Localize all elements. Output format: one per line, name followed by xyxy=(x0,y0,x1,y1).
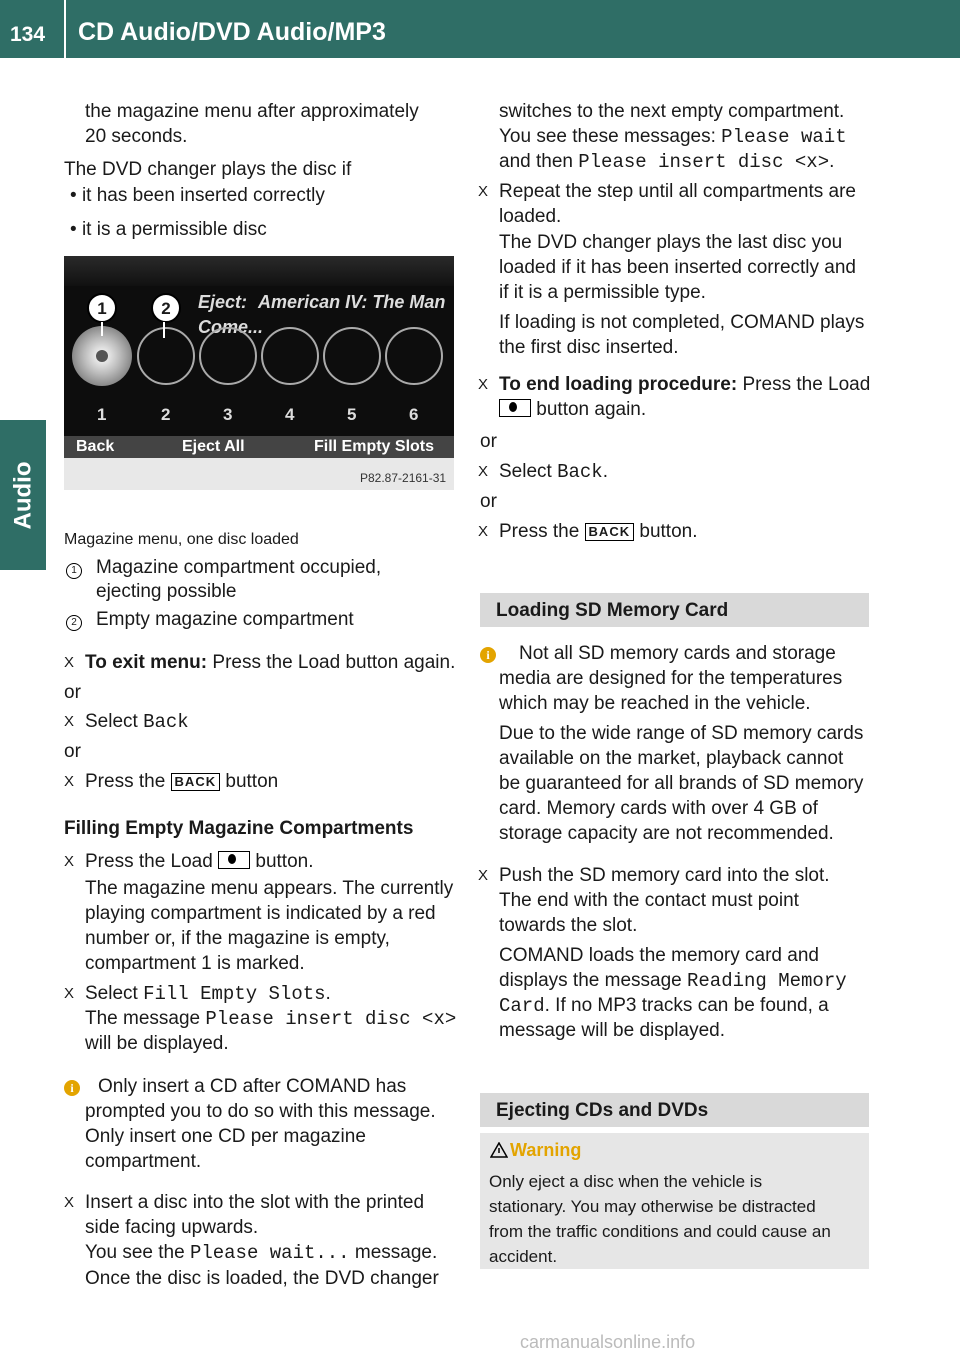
paragraph: loaded if it has been inserted correctly and xyxy=(499,257,856,278)
empty-slot-icon xyxy=(324,328,380,384)
paragraph: towards the slot. xyxy=(499,915,638,936)
section-header: Loading SD Memory Card xyxy=(480,593,869,627)
paragraph: The end with the contact must point xyxy=(499,890,799,911)
note-text: which may be reached in the vehicle. xyxy=(499,693,811,714)
note-text: available on the market, playback cannot xyxy=(499,748,844,769)
or-text: or xyxy=(64,741,81,762)
disc-title: American IV: The Man Come... xyxy=(198,292,446,337)
step: X Repeat the step until all compartments are xyxy=(478,181,856,202)
note-text: Not all SD memory cards and storage xyxy=(519,643,836,664)
figure-code: P82.87-2161-31 xyxy=(360,471,447,485)
back-key-icon: BACK xyxy=(585,523,635,541)
warning-text: accident. xyxy=(489,1247,558,1266)
warning-text: Only eject a disc when the vehicle is xyxy=(489,1172,763,1191)
paragraph: button again. xyxy=(499,397,646,422)
back-key-icon: BACK xyxy=(171,773,221,791)
note-text: Due to the wide range of SD memory cards xyxy=(499,723,864,744)
legend-text: ejecting possible xyxy=(96,581,237,602)
note-text: storage capacity are not recommended. xyxy=(499,823,834,844)
slot-number: 3 xyxy=(223,405,233,424)
paragraph: playing compartment is indicated by a red xyxy=(85,903,436,924)
legend-item: 2 xyxy=(66,607,82,632)
step: X Press the Load button. xyxy=(64,851,314,872)
paragraph: message will be displayed. xyxy=(499,1020,726,1041)
footer-watermark: carmanualsonline.info xyxy=(520,1332,696,1352)
step: X Push the SD memory card into the slot. xyxy=(478,865,830,886)
warning-triangle-icon xyxy=(490,1142,508,1158)
empty-slot-icon xyxy=(262,328,318,384)
paragraph: compartment 1 is marked. xyxy=(85,953,305,974)
note-text: compartment. xyxy=(85,1151,202,1172)
empty-slot-icon xyxy=(200,328,256,384)
step: X Press the BACK button xyxy=(64,771,279,792)
empty-slot-icon xyxy=(386,328,442,384)
paragraph: Card. If no MP3 tracks can be found, a xyxy=(499,995,829,1017)
page-title: CD Audio/DVD Audio/MP3 xyxy=(78,18,386,46)
paragraph: COMAND loads the memory card and xyxy=(499,945,819,966)
or-text: or xyxy=(480,431,497,452)
callout-number: 1 xyxy=(97,299,107,318)
note-text: prompted you to do so with this message. xyxy=(85,1101,436,1122)
paragraph: If loading is not completed, COMAND plays xyxy=(499,312,865,333)
side-tab-label: Audio xyxy=(9,461,37,529)
legend-text: Magazine compartment occupied, xyxy=(96,557,382,578)
paragraph: the magazine menu after approximately xyxy=(85,101,419,122)
paragraph: number or, if the magazine is empty, xyxy=(85,928,390,949)
info-icon: i xyxy=(480,647,496,663)
legend-item: 1 xyxy=(66,555,82,580)
eject-all-button[interactable]: Eject All xyxy=(182,438,245,455)
bullet-item: • it has been inserted correctly xyxy=(70,185,325,206)
paragraph: side facing upwards. xyxy=(85,1217,259,1238)
step: X Select Back xyxy=(64,711,189,733)
warning-text: stationary. You may otherwise be distracted xyxy=(489,1197,816,1216)
paragraph: Once the disc is loaded, the DVD changer xyxy=(85,1268,439,1289)
back-button[interactable]: Back xyxy=(76,438,115,455)
paragraph: and then Please insert disc <x>. xyxy=(499,151,835,173)
paragraph: displays the message Reading Memory xyxy=(499,970,847,992)
slot-number: 2 xyxy=(161,405,171,424)
warning-title: Warning xyxy=(510,1140,582,1160)
paragraph: The DVD changer plays the last disc you xyxy=(499,232,843,253)
step: X Select Back. xyxy=(478,461,608,483)
section-header: Ejecting CDs and DVDs xyxy=(480,1093,869,1127)
step: X Select Fill Empty Slots. xyxy=(64,983,331,1005)
header-divider xyxy=(64,0,66,58)
note-text: media are designed for the temperatures xyxy=(499,668,843,689)
note-text: card. Memory cards with over 4 GB of xyxy=(499,798,818,819)
paragraph: loaded. xyxy=(499,206,562,227)
empty-slot-icon xyxy=(138,328,194,384)
step: X Press the BACK button. xyxy=(478,521,698,542)
warning-text: from the traffic conditions and could cause an xyxy=(489,1222,831,1241)
note-text: Only insert one CD per magazine xyxy=(85,1126,366,1147)
paragraph: The message Please insert disc <x> xyxy=(85,1008,457,1030)
eject-label: Eject: xyxy=(198,292,248,312)
section-heading: Filling Empty Magazine Compartments xyxy=(64,818,414,839)
info-icon: i xyxy=(64,1080,80,1096)
note-text: be guaranteed for all brands of SD memory xyxy=(499,773,864,794)
paragraph: The magazine menu appears. The currently xyxy=(85,878,454,899)
paragraph: if it is a permissible type. xyxy=(499,282,706,303)
paragraph: You see the Please wait... message. xyxy=(85,1242,438,1264)
magazine-menu-screenshot xyxy=(64,256,454,490)
warning-box xyxy=(480,1133,869,1269)
step: X To end loading procedure: Press the Load xyxy=(478,374,871,395)
slot-number: 5 xyxy=(347,405,357,424)
figure-caption: Magazine menu, one disc loaded xyxy=(64,531,299,548)
paragraph: You see these messages: Please wait xyxy=(499,126,847,148)
paragraph: switches to the next empty compartment. xyxy=(499,101,845,122)
page-number: 134 xyxy=(10,23,46,46)
load-key-icon xyxy=(218,851,250,869)
slot-number: 1 xyxy=(97,405,107,424)
step: X To exit menu: Press the Load button again. xyxy=(64,652,456,673)
slot-number: 4 xyxy=(285,405,295,424)
paragraph: 20 seconds. xyxy=(85,126,188,147)
slot-number: 6 xyxy=(409,405,419,424)
paragraph: the first disc inserted. xyxy=(499,337,679,358)
bullet-item: • it is a permissible disc xyxy=(70,219,267,240)
callout-number: 2 xyxy=(161,299,171,318)
fill-empty-slots-button[interactable]: Fill Empty Slots xyxy=(314,438,435,455)
load-key-icon xyxy=(499,399,531,417)
paragraph: The DVD changer plays the disc if xyxy=(64,159,352,180)
step: X Insert a disc into the slot with the printed xyxy=(64,1192,425,1213)
or-text: or xyxy=(480,491,497,512)
note-text: Only insert a CD after COMAND has xyxy=(98,1076,407,1097)
or-text: or xyxy=(64,682,81,703)
paragraph: will be displayed. xyxy=(85,1033,229,1054)
legend-text: Empty magazine compartment xyxy=(96,609,354,630)
